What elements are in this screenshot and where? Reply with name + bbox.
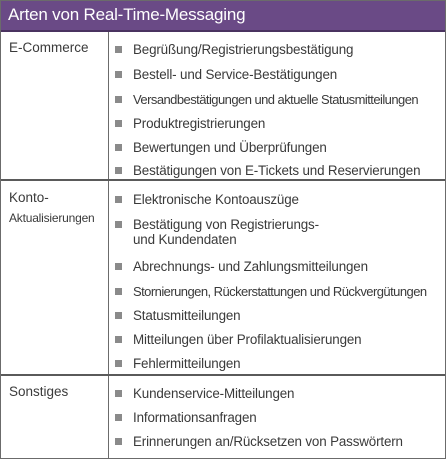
section-e-commerce bbox=[1, 32, 445, 181]
square-bullet-icon bbox=[115, 390, 122, 397]
list-item bbox=[115, 308, 443, 323]
category-label: E-Commerce bbox=[9, 40, 89, 55]
list-item-text: Produktregistrierungen bbox=[133, 116, 266, 131]
list-item bbox=[115, 410, 443, 425]
square-bullet-icon bbox=[115, 46, 122, 53]
square-bullet-icon bbox=[115, 144, 122, 151]
table-title: Arten von Real-Time-Messaging bbox=[8, 5, 246, 24]
category-label-line1: Konto- bbox=[9, 190, 49, 205]
square-bullet-icon bbox=[115, 288, 122, 295]
square-bullet-icon bbox=[115, 120, 122, 127]
list-item-text: Bestell- und Service-Bestätigungen bbox=[133, 67, 338, 82]
category-label bbox=[9, 188, 95, 228]
square-bullet-icon bbox=[115, 221, 122, 228]
column-divider bbox=[108, 32, 109, 179]
list-item-text: Stornierungen, Rückerstattungen und Rückvergütungen bbox=[133, 284, 427, 299]
list-item-text: Statusmitteilungen bbox=[133, 308, 241, 323]
list-item-text: Fehlermitteilungen bbox=[133, 356, 241, 371]
category-label: Sonstiges bbox=[9, 384, 69, 399]
table-header bbox=[1, 1, 445, 32]
list-item bbox=[115, 92, 443, 107]
square-bullet-icon bbox=[115, 263, 122, 270]
list-item-text: Bewertungen und Überprüfungen bbox=[133, 140, 327, 155]
list-item bbox=[115, 284, 443, 299]
section-konto-aktualisierungen bbox=[1, 181, 445, 376]
list-item bbox=[115, 332, 443, 347]
list-item-text: Informationsanfragen bbox=[133, 410, 257, 425]
square-bullet-icon bbox=[115, 312, 122, 319]
list-item-text: Begrüßung/Registrierungsbestätigung bbox=[133, 42, 354, 57]
list-item-text: Abrechnungs- und Zahlungsmitteilungen bbox=[133, 259, 368, 274]
list-item bbox=[115, 116, 443, 131]
section-sonstiges bbox=[1, 376, 445, 458]
square-bullet-icon bbox=[115, 167, 122, 174]
square-bullet-icon bbox=[115, 71, 122, 78]
list-item bbox=[115, 386, 443, 401]
list-item bbox=[115, 356, 443, 371]
list-item-text: Erinnerungen an/Rücksetzen von Passwörtern bbox=[133, 434, 403, 449]
list-item-text: Bestätigung von Registrierungs- bbox=[133, 217, 319, 232]
list-item-text: Bestätigungen von E-Tickets und Reservierungen bbox=[133, 163, 421, 178]
list-item-text-continuation: und Kundendaten bbox=[133, 232, 237, 247]
list-item bbox=[115, 434, 443, 449]
column-divider bbox=[108, 181, 109, 374]
square-bullet-icon bbox=[115, 414, 122, 421]
list-item bbox=[115, 163, 443, 178]
square-bullet-icon bbox=[115, 438, 122, 445]
list-item bbox=[115, 192, 443, 207]
category-label-line2: Aktualisierungen bbox=[9, 211, 95, 225]
list-item bbox=[115, 42, 443, 57]
square-bullet-icon bbox=[115, 360, 122, 367]
list-item-text: Versandbestätigungen und aktuelle Statusmitteilungen bbox=[133, 92, 419, 107]
column-divider bbox=[108, 376, 109, 458]
list-item-text: Mitteilungen über Profilaktualisierungen bbox=[133, 332, 362, 347]
square-bullet-icon bbox=[115, 96, 122, 103]
square-bullet-icon bbox=[115, 196, 122, 203]
list-item bbox=[115, 140, 443, 155]
list-item-text: Kundenservice-Mitteilungen bbox=[133, 386, 295, 401]
list-item bbox=[115, 67, 443, 82]
list-item bbox=[115, 259, 443, 274]
list-item bbox=[115, 217, 443, 247]
square-bullet-icon bbox=[115, 336, 122, 343]
list-item-text: Elektronische Kontoauszüge bbox=[133, 192, 299, 207]
